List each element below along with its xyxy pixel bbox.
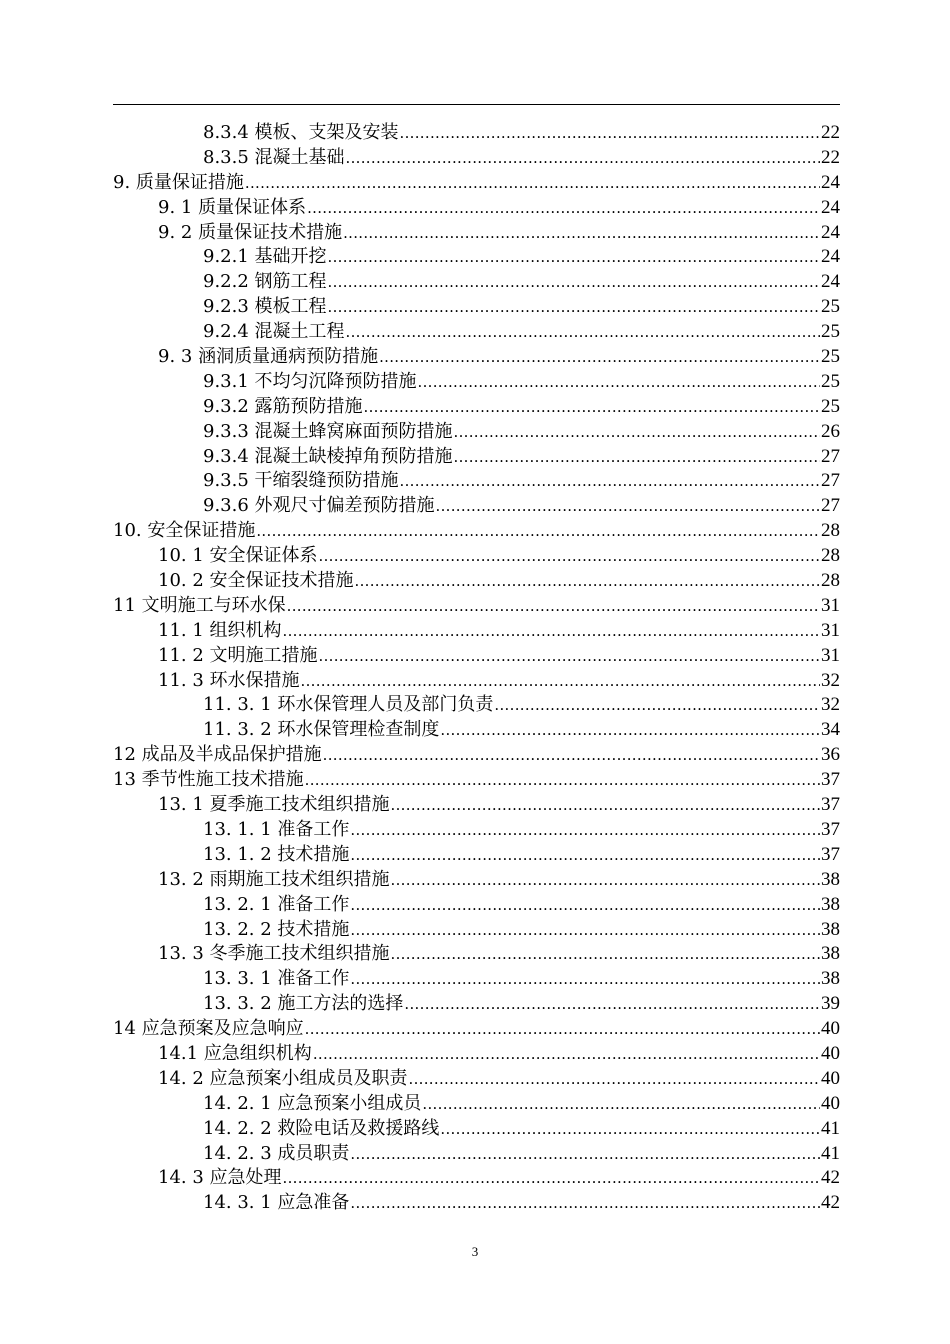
toc-dot-leader <box>283 619 820 644</box>
toc-entry[interactable] <box>113 345 840 370</box>
toc-dot-leader <box>440 1117 820 1142</box>
toc-entry-title: 9. 2 质量保证技术措施 <box>158 221 343 243</box>
toc-entry-title: 9. 1 质量保证体系 <box>158 196 307 218</box>
toc-entry[interactable] <box>113 893 840 918</box>
toc-entry[interactable] <box>113 245 840 270</box>
toc-dot-leader <box>287 594 820 619</box>
toc-entry-title: 13. 1. 2 技术措施 <box>203 843 350 865</box>
toc-dot-leader <box>440 718 820 743</box>
toc-entry[interactable] <box>113 843 840 868</box>
toc-dot-leader <box>350 918 820 943</box>
toc-entry-page: 40 <box>821 1092 840 1114</box>
toc-entry-page: 24 <box>821 171 840 193</box>
toc-dot-leader <box>379 345 820 370</box>
toc-entry-page: 25 <box>821 321 840 343</box>
toc-dot-leader <box>328 295 820 320</box>
toc-entry-page: 26 <box>821 420 840 442</box>
toc-entry[interactable] <box>113 1117 840 1142</box>
toc-dot-leader <box>404 992 820 1017</box>
toc-entry[interactable] <box>113 519 840 544</box>
toc-entry-title: 13. 2. 2 技术措施 <box>203 918 350 940</box>
toc-entry-title: 13. 1 夏季施工技术组织措施 <box>158 794 390 816</box>
toc-entry[interactable] <box>113 146 840 171</box>
toc-entry-page: 32 <box>821 669 840 691</box>
toc-entry-page: 28 <box>821 570 840 592</box>
toc-entry-page: 38 <box>821 918 840 940</box>
toc-dot-leader <box>350 893 820 918</box>
toc-entry-title: 11 文明施工与环水保 <box>113 594 286 616</box>
toc-entry-page: 31 <box>821 619 840 641</box>
toc-entry[interactable] <box>113 1166 840 1191</box>
toc-dot-leader <box>391 868 820 893</box>
toc-entry-page: 42 <box>821 1167 840 1189</box>
toc-entry-page: 38 <box>821 968 840 990</box>
toc-entry-page: 31 <box>821 644 840 666</box>
toc-entry-page: 37 <box>821 794 840 816</box>
toc-entry-title: 9.3.3 混凝土蜂窝麻面预防措施 <box>203 420 453 442</box>
toc-entry[interactable] <box>113 270 840 295</box>
toc-dot-leader <box>323 743 820 768</box>
toc-entry[interactable] <box>113 420 840 445</box>
toc-dot-leader <box>364 395 820 420</box>
toc-entry-page: 38 <box>821 943 840 965</box>
toc-entry-page: 22 <box>821 146 840 168</box>
toc-dot-leader <box>409 1067 820 1092</box>
toc-entry[interactable] <box>113 196 840 221</box>
toc-entry-page: 27 <box>821 445 840 467</box>
toc-entry[interactable] <box>113 669 840 694</box>
toc-entry-title: 9. 3 涵洞质量通病预防措施 <box>158 346 379 368</box>
toc-entry-page: 42 <box>821 1192 840 1214</box>
toc-entry-title: 14.1 应急组织机构 <box>158 1042 312 1064</box>
toc-entry[interactable] <box>113 942 840 967</box>
toc-entry-title: 9.3.5 干缩裂缝预防措施 <box>203 470 399 492</box>
toc-entry-page: 31 <box>821 594 840 616</box>
toc-entry[interactable] <box>113 1042 840 1067</box>
toc-dot-leader <box>400 121 820 146</box>
toc-entry[interactable] <box>113 569 840 594</box>
toc-dot-leader <box>305 1017 820 1042</box>
toc-entry-title: 9.2.2 钢筋工程 <box>203 271 327 293</box>
toc-entry[interactable] <box>113 370 840 395</box>
toc-entry-title: 8.3.4 模板、支架及安装 <box>203 122 399 143</box>
toc-dot-leader <box>301 669 820 694</box>
toc-entry[interactable] <box>113 818 840 843</box>
toc-entry[interactable] <box>113 967 840 992</box>
toc-entry-title: 14. 3. 1 应急准备 <box>203 1192 350 1214</box>
toc-entry-page: 39 <box>821 993 840 1015</box>
toc-dot-leader <box>328 245 820 270</box>
page-number: 3 <box>471 1244 479 1259</box>
toc-dot-leader <box>328 270 820 295</box>
toc-entry-title: 14. 2. 2 救险电话及救援路线 <box>203 1117 440 1139</box>
toc-entry-title: 13 季节性施工技术措施 <box>113 769 304 791</box>
toc-entry-title: 10. 2 安全保证技术措施 <box>158 570 354 592</box>
toc-entry-page: 24 <box>821 196 840 218</box>
toc-entry[interactable] <box>113 594 840 619</box>
toc-dot-leader <box>283 1166 820 1191</box>
toc-entry[interactable] <box>113 718 840 743</box>
toc-entry[interactable] <box>113 494 840 519</box>
toc-entry-page: 37 <box>821 843 840 865</box>
toc-entry[interactable] <box>113 320 840 345</box>
toc-entry-page: 37 <box>821 769 840 791</box>
toc-entry-title: 9.3.6 外观尺寸偏差预防措施 <box>203 495 435 517</box>
toc-entry[interactable] <box>113 1142 840 1167</box>
toc-dot-leader <box>391 793 820 818</box>
toc-dot-leader <box>494 693 820 718</box>
toc-entry-title: 14. 2 应急预案小组成员及职责 <box>158 1067 408 1089</box>
toc-dot-leader <box>350 1191 820 1216</box>
toc-entry-page: 32 <box>821 694 840 716</box>
toc-dot-leader <box>346 146 820 171</box>
toc-entry-page: 40 <box>821 1018 840 1040</box>
toc-entry[interactable] <box>113 793 840 818</box>
toc-entry-title: 14. 3 应急处理 <box>158 1167 282 1189</box>
toc-entry[interactable] <box>113 743 840 768</box>
toc-entry[interactable] <box>113 992 840 1017</box>
toc-entry[interactable] <box>113 1191 840 1216</box>
toc-entry-title: 9.3.1 不均匀沉降预防措施 <box>203 370 417 392</box>
toc-dot-leader <box>350 967 820 992</box>
toc-dot-leader <box>350 1142 820 1167</box>
toc-entry-title: 9.3.4 混凝土缺棱掉角预防措施 <box>203 445 453 467</box>
toc-entry-page: 25 <box>821 296 840 318</box>
toc-entry-title: 13. 2 雨期施工技术组织措施 <box>158 868 390 890</box>
toc-dot-leader <box>313 1042 820 1067</box>
toc-entry-title: 14. 2. 1 应急预案小组成员 <box>203 1092 422 1114</box>
toc-entry[interactable] <box>113 868 840 893</box>
toc-entry-title: 14 应急预案及应急响应 <box>113 1018 304 1040</box>
toc-dot-leader <box>350 843 820 868</box>
toc-entry-page: 24 <box>821 221 840 243</box>
toc-entry-title: 9.2.4 混凝土工程 <box>203 321 345 343</box>
toc-entry[interactable] <box>113 918 840 943</box>
toc-entry[interactable] <box>113 1092 840 1117</box>
toc-entry[interactable] <box>113 395 840 420</box>
toc-entry-page: 36 <box>821 744 840 766</box>
toc-entry[interactable] <box>113 544 840 569</box>
toc-entry[interactable] <box>113 295 840 320</box>
toc-dot-leader <box>256 519 820 544</box>
toc-dot-leader <box>422 1092 820 1117</box>
toc-dot-leader <box>391 942 820 967</box>
toc-entry-page: 37 <box>821 818 840 840</box>
toc-entry-title: 9.2.3 模板工程 <box>203 296 327 318</box>
toc-entry-title: 9.3.2 露筋预防措施 <box>203 395 363 417</box>
toc-entry[interactable] <box>113 1067 840 1092</box>
toc-entry-title: 10. 1 安全保证体系 <box>158 545 318 567</box>
toc-entry-page: 22 <box>821 122 840 143</box>
toc-dot-leader <box>454 420 820 445</box>
header-rule <box>113 104 840 105</box>
toc-entry-title: 13. 3. 2 施工方法的选择 <box>203 993 404 1015</box>
toc-entry[interactable] <box>113 445 840 470</box>
toc-dot-leader <box>418 370 820 395</box>
toc-entry-page: 41 <box>821 1142 840 1164</box>
toc-entry[interactable] <box>113 121 840 146</box>
toc-entry-title: 13. 2. 1 准备工作 <box>203 893 350 915</box>
table-of-contents <box>113 121 840 1216</box>
toc-entry[interactable] <box>113 644 840 669</box>
toc-dot-leader <box>307 196 820 221</box>
toc-entry-title: 11. 1 组织机构 <box>158 619 282 641</box>
toc-entry[interactable] <box>113 768 840 793</box>
toc-entry-title: 13. 3 冬季施工技术组织措施 <box>158 943 390 965</box>
toc-dot-leader <box>454 445 820 470</box>
toc-entry-title: 13. 3. 1 准备工作 <box>203 968 350 990</box>
toc-dot-leader <box>305 768 820 793</box>
toc-entry-title: 9.2.1 基础开挖 <box>203 246 327 268</box>
toc-dot-leader <box>319 544 820 569</box>
toc-entry-title: 11. 3. 1 环水保管理人员及部门负责 <box>203 694 494 716</box>
toc-entry-page: 27 <box>821 470 840 492</box>
toc-dot-leader <box>319 644 820 669</box>
toc-entry-title: 11. 3 环水保措施 <box>158 669 300 691</box>
toc-entry-page: 27 <box>821 495 840 517</box>
toc-dot-leader <box>346 320 820 345</box>
toc-entry-page: 24 <box>821 246 840 268</box>
toc-entry-page: 25 <box>821 370 840 392</box>
toc-entry-page: 25 <box>821 346 840 368</box>
toc-entry-page: 41 <box>821 1117 840 1139</box>
toc-entry-page: 28 <box>821 520 840 542</box>
toc-entry[interactable] <box>113 1017 840 1042</box>
toc-entry[interactable] <box>113 619 840 644</box>
toc-entry-page: 38 <box>821 868 840 890</box>
toc-entry-title: 12 成品及半成品保护措施 <box>113 744 322 766</box>
toc-dot-leader <box>343 221 820 246</box>
toc-entry[interactable] <box>113 171 840 196</box>
toc-entry-title: 10. 安全保证措施 <box>113 520 256 542</box>
toc-entry[interactable] <box>113 221 840 246</box>
toc-entry-title: 11. 2 文明施工措施 <box>158 644 318 666</box>
toc-entry-title: 14. 2. 3 成员职责 <box>203 1142 350 1164</box>
toc-entry-title: 11. 3. 2 环水保管理检查制度 <box>203 719 440 741</box>
toc-entry-page: 40 <box>821 1067 840 1089</box>
toc-dot-leader <box>245 171 820 196</box>
toc-entry-page: 38 <box>821 893 840 915</box>
toc-entry-page: 25 <box>821 395 840 417</box>
toc-dot-leader <box>350 818 820 843</box>
toc-entry-page: 34 <box>821 719 840 741</box>
toc-entry-page: 40 <box>821 1042 840 1064</box>
toc-dot-leader <box>355 569 820 594</box>
toc-dot-leader <box>436 494 820 519</box>
toc-entry-title: 9. 质量保证措施 <box>113 171 244 193</box>
toc-dot-leader <box>400 469 820 494</box>
toc-entry-page: 24 <box>821 271 840 293</box>
toc-entry-title: 8.3.5 混凝土基础 <box>203 146 345 168</box>
toc-entry[interactable] <box>113 469 840 494</box>
toc-entry-title: 13. 1. 1 准备工作 <box>203 818 350 840</box>
toc-entry-page: 28 <box>821 545 840 567</box>
toc-entry[interactable] <box>113 693 840 718</box>
